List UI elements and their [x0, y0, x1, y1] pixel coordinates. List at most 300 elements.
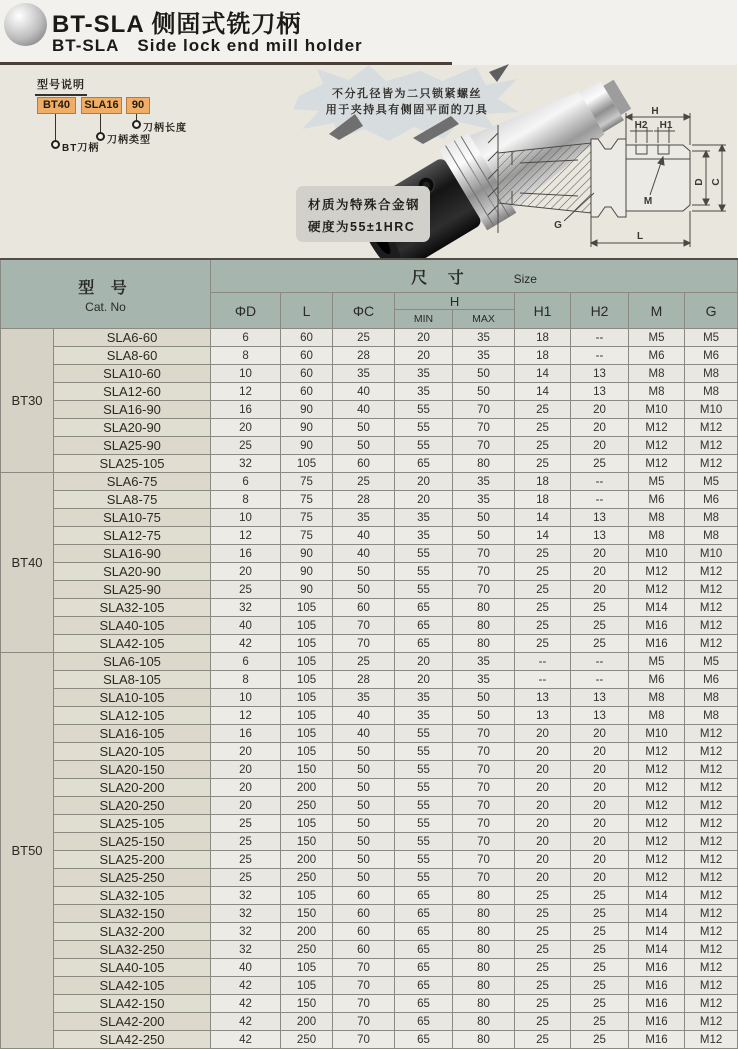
- value-cell: 20: [211, 761, 281, 779]
- value-cell: 8: [211, 347, 281, 365]
- value-cell: M12: [685, 419, 738, 437]
- value-cell: 65: [395, 455, 453, 473]
- value-cell: 55: [395, 419, 453, 437]
- value-cell: 80: [453, 599, 515, 617]
- model-cell: SLA20-105: [54, 743, 211, 761]
- callout-label-type: 刀柄类型: [107, 135, 151, 146]
- value-cell: 25: [571, 455, 629, 473]
- value-cell: 200: [281, 1013, 333, 1031]
- value-cell: 40: [333, 725, 395, 743]
- value-cell: 35: [333, 689, 395, 707]
- value-cell: 50: [333, 563, 395, 581]
- group-label-bt40: BT40: [1, 473, 54, 653]
- value-cell: 28: [333, 671, 395, 689]
- model-cell: SLA25-150: [54, 833, 211, 851]
- value-cell: 70: [453, 815, 515, 833]
- value-cell: 18: [515, 347, 571, 365]
- value-cell: 50: [333, 869, 395, 887]
- value-cell: 13: [571, 527, 629, 545]
- value-cell: 75: [281, 527, 333, 545]
- value-cell: M12: [685, 977, 738, 995]
- value-cell: M12: [629, 779, 685, 797]
- value-cell: 25: [211, 581, 281, 599]
- value-cell: 90: [281, 581, 333, 599]
- value-cell: M12: [685, 959, 738, 977]
- model-cell: SLA10-60: [54, 365, 211, 383]
- dim-label-l: L: [636, 231, 644, 242]
- value-cell: M12: [685, 599, 738, 617]
- value-cell: M12: [629, 833, 685, 851]
- value-cell: 65: [395, 923, 453, 941]
- value-cell: 32: [211, 887, 281, 905]
- value-cell: 25: [571, 995, 629, 1013]
- model-cell: SLA6-105: [54, 653, 211, 671]
- value-cell: M8: [629, 689, 685, 707]
- value-cell: M16: [629, 1031, 685, 1049]
- value-cell: 55: [395, 581, 453, 599]
- model-cell: SLA42-105: [54, 977, 211, 995]
- table-row: [1, 527, 738, 545]
- value-cell: M12: [685, 725, 738, 743]
- value-cell: 250: [281, 869, 333, 887]
- value-cell: 10: [211, 689, 281, 707]
- value-cell: 10: [211, 509, 281, 527]
- value-cell: 25: [515, 437, 571, 455]
- value-cell: 20: [515, 851, 571, 869]
- value-cell: 105: [281, 599, 333, 617]
- model-cell: SLA6-75: [54, 473, 211, 491]
- value-cell: M12: [685, 941, 738, 959]
- value-cell: 55: [395, 797, 453, 815]
- dim-label-h: H: [651, 106, 659, 117]
- value-cell: M12: [685, 833, 738, 851]
- value-cell: 150: [281, 833, 333, 851]
- table-row: [1, 473, 738, 491]
- value-cell: 40: [333, 401, 395, 419]
- value-cell: M12: [629, 743, 685, 761]
- value-cell: M12: [629, 455, 685, 473]
- model-cell: SLA20-200: [54, 779, 211, 797]
- value-cell: 75: [281, 491, 333, 509]
- value-cell: 13: [571, 383, 629, 401]
- value-cell: M16: [629, 617, 685, 635]
- value-cell: 50: [453, 527, 515, 545]
- value-cell: 14: [515, 509, 571, 527]
- value-cell: 20: [571, 851, 629, 869]
- model-cell: SLA42-250: [54, 1031, 211, 1049]
- model-cell: SLA10-75: [54, 509, 211, 527]
- value-cell: M6: [685, 491, 738, 509]
- value-cell: 12: [211, 383, 281, 401]
- col-header-l: L: [281, 293, 333, 329]
- value-cell: 80: [453, 977, 515, 995]
- value-cell: 25: [211, 851, 281, 869]
- value-cell: 20: [571, 761, 629, 779]
- value-cell: 65: [395, 599, 453, 617]
- value-cell: 105: [281, 671, 333, 689]
- value-cell: 25: [211, 869, 281, 887]
- value-cell: 250: [281, 941, 333, 959]
- model-cell: SLA8-60: [54, 347, 211, 365]
- value-cell: 25: [571, 617, 629, 635]
- value-cell: 105: [281, 707, 333, 725]
- value-cell: 90: [281, 545, 333, 563]
- value-cell: 25: [515, 1031, 571, 1049]
- value-cell: 200: [281, 779, 333, 797]
- value-cell: 105: [281, 455, 333, 473]
- value-cell: 35: [333, 509, 395, 527]
- value-cell: M12: [629, 563, 685, 581]
- value-cell: 20: [395, 671, 453, 689]
- value-cell: 40: [333, 383, 395, 401]
- value-cell: 25: [333, 473, 395, 491]
- value-cell: 50: [453, 365, 515, 383]
- table-row: [1, 923, 738, 941]
- value-cell: M12: [629, 581, 685, 599]
- value-cell: 80: [453, 923, 515, 941]
- col-header-h: H: [395, 293, 515, 310]
- dim-label-m: M: [643, 196, 653, 207]
- value-cell: M6: [685, 347, 738, 365]
- table-row: [1, 329, 738, 347]
- col-header-h1: H1: [515, 293, 571, 329]
- value-cell: 8: [211, 491, 281, 509]
- value-cell: 65: [395, 1013, 453, 1031]
- value-cell: M8: [685, 509, 738, 527]
- technical-drawing: [478, 103, 737, 260]
- material-note-line1: 材质为特殊合金钢: [308, 198, 421, 212]
- value-cell: 25: [211, 437, 281, 455]
- col-header-min: MIN: [395, 310, 453, 329]
- value-cell: M12: [685, 563, 738, 581]
- value-cell: 20: [571, 545, 629, 563]
- value-cell: 25: [571, 959, 629, 977]
- value-cell: 20: [571, 869, 629, 887]
- value-cell: M12: [685, 437, 738, 455]
- value-cell: M12: [685, 1031, 738, 1049]
- model-cell: SLA16-90: [54, 545, 211, 563]
- value-cell: 65: [395, 995, 453, 1013]
- value-cell: M8: [629, 707, 685, 725]
- value-cell: 55: [395, 779, 453, 797]
- value-cell: M14: [629, 923, 685, 941]
- value-cell: 50: [333, 797, 395, 815]
- value-cell: 25: [571, 977, 629, 995]
- value-cell: M10: [629, 545, 685, 563]
- value-cell: M8: [629, 509, 685, 527]
- model-cell: SLA32-150: [54, 905, 211, 923]
- value-cell: 80: [453, 887, 515, 905]
- callout-label-taper: BT刀柄: [62, 143, 100, 154]
- value-cell: M8: [629, 527, 685, 545]
- table-row: [1, 689, 738, 707]
- value-cell: --: [571, 473, 629, 491]
- value-cell: 55: [395, 545, 453, 563]
- value-cell: 55: [395, 401, 453, 419]
- col-header-g: G: [685, 293, 738, 329]
- value-cell: 20: [211, 743, 281, 761]
- value-cell: 14: [515, 365, 571, 383]
- value-cell: 25: [515, 419, 571, 437]
- value-cell: 25: [571, 941, 629, 959]
- table-row: [1, 779, 738, 797]
- model-cell: SLA40-105: [54, 617, 211, 635]
- value-cell: 32: [211, 941, 281, 959]
- value-cell: 35: [395, 707, 453, 725]
- value-cell: 70: [453, 725, 515, 743]
- value-cell: M12: [685, 581, 738, 599]
- value-cell: 20: [571, 815, 629, 833]
- value-cell: 25: [515, 905, 571, 923]
- value-cell: M12: [629, 419, 685, 437]
- value-cell: 50: [333, 437, 395, 455]
- value-cell: 20: [515, 725, 571, 743]
- model-cell: SLA6-60: [54, 329, 211, 347]
- value-cell: 80: [453, 905, 515, 923]
- table-row: [1, 887, 738, 905]
- value-cell: M16: [629, 995, 685, 1013]
- col-header-size-cn: 尺 寸: [411, 269, 472, 287]
- logo-sphere-icon: [4, 3, 47, 46]
- value-cell: 65: [395, 1031, 453, 1049]
- value-cell: M6: [629, 671, 685, 689]
- value-cell: 25: [515, 959, 571, 977]
- value-cell: 40: [333, 707, 395, 725]
- value-cell: 13: [571, 365, 629, 383]
- value-cell: 35: [395, 509, 453, 527]
- page-title-en-code: BT-SLA: [52, 36, 120, 55]
- table-row: [1, 995, 738, 1013]
- value-cell: 50: [453, 383, 515, 401]
- value-cell: 35: [453, 329, 515, 347]
- table-row: [1, 851, 738, 869]
- bullet-circle-icon: [132, 120, 141, 129]
- model-cell: SLA42-105: [54, 635, 211, 653]
- value-cell: 105: [281, 815, 333, 833]
- value-cell: M14: [629, 941, 685, 959]
- value-cell: 25: [333, 653, 395, 671]
- value-cell: 32: [211, 599, 281, 617]
- model-cell: SLA25-105: [54, 815, 211, 833]
- value-cell: 32: [211, 455, 281, 473]
- table-row: [1, 491, 738, 509]
- value-cell: 6: [211, 653, 281, 671]
- value-cell: 65: [395, 959, 453, 977]
- value-cell: 20: [515, 815, 571, 833]
- table-row: [1, 1013, 738, 1031]
- value-cell: 20: [571, 833, 629, 851]
- value-cell: 42: [211, 977, 281, 995]
- value-cell: 42: [211, 1031, 281, 1049]
- value-cell: M12: [685, 455, 738, 473]
- value-cell: 80: [453, 1013, 515, 1031]
- value-cell: M12: [685, 887, 738, 905]
- value-cell: M10: [685, 401, 738, 419]
- value-cell: 60: [333, 887, 395, 905]
- value-cell: 105: [281, 635, 333, 653]
- value-cell: 50: [333, 743, 395, 761]
- starburst-note-line1: 不分孔径皆为二只锁紧螺丝: [332, 88, 482, 100]
- table-row: [1, 707, 738, 725]
- value-cell: 150: [281, 995, 333, 1013]
- value-cell: M12: [685, 797, 738, 815]
- table-row: [1, 977, 738, 995]
- col-header-size: [211, 259, 738, 293]
- value-cell: M12: [685, 761, 738, 779]
- value-cell: M5: [685, 473, 738, 491]
- value-cell: M10: [685, 545, 738, 563]
- table-row: [1, 959, 738, 977]
- model-cell: SLA20-90: [54, 563, 211, 581]
- value-cell: 32: [211, 905, 281, 923]
- value-cell: M8: [685, 365, 738, 383]
- value-cell: M12: [629, 851, 685, 869]
- value-cell: M6: [685, 671, 738, 689]
- value-cell: 60: [333, 923, 395, 941]
- table-row: [1, 617, 738, 635]
- model-cell: SLA20-90: [54, 419, 211, 437]
- value-cell: 25: [571, 635, 629, 653]
- value-cell: --: [571, 653, 629, 671]
- value-cell: 13: [515, 707, 571, 725]
- value-cell: M12: [685, 815, 738, 833]
- value-cell: 105: [281, 977, 333, 995]
- value-cell: M5: [685, 329, 738, 347]
- value-cell: 105: [281, 725, 333, 743]
- value-cell: 60: [281, 383, 333, 401]
- value-cell: 105: [281, 959, 333, 977]
- material-note-box: [296, 186, 430, 242]
- value-cell: 13: [571, 707, 629, 725]
- value-cell: 70: [333, 995, 395, 1013]
- table-row: [1, 671, 738, 689]
- value-cell: 60: [281, 329, 333, 347]
- value-cell: 25: [515, 545, 571, 563]
- bullet-circle-icon: [51, 140, 60, 149]
- value-cell: 70: [453, 545, 515, 563]
- value-cell: 18: [515, 473, 571, 491]
- value-cell: 20: [515, 833, 571, 851]
- value-cell: 25: [571, 923, 629, 941]
- value-cell: 18: [515, 329, 571, 347]
- value-cell: 25: [571, 1013, 629, 1031]
- value-cell: 25: [515, 887, 571, 905]
- value-cell: 20: [211, 563, 281, 581]
- value-cell: 70: [453, 851, 515, 869]
- page-title-en-text: Side lock end mill holder: [137, 36, 363, 55]
- value-cell: 90: [281, 401, 333, 419]
- dim-label-g: G: [554, 220, 562, 231]
- value-cell: M8: [685, 527, 738, 545]
- value-cell: 35: [453, 653, 515, 671]
- value-cell: 80: [453, 1031, 515, 1049]
- table-row: [1, 635, 738, 653]
- value-cell: 250: [281, 1031, 333, 1049]
- value-cell: 13: [571, 689, 629, 707]
- table-row: [1, 653, 738, 671]
- table-body: [1, 329, 738, 1049]
- value-cell: 50: [333, 779, 395, 797]
- value-cell: 70: [333, 617, 395, 635]
- value-cell: M8: [685, 383, 738, 401]
- value-cell: 40: [333, 545, 395, 563]
- value-cell: 25: [515, 599, 571, 617]
- value-cell: 42: [211, 635, 281, 653]
- value-cell: M5: [629, 473, 685, 491]
- value-cell: 16: [211, 401, 281, 419]
- value-cell: 50: [333, 833, 395, 851]
- value-cell: M16: [629, 959, 685, 977]
- table-row: [1, 941, 738, 959]
- value-cell: 14: [515, 383, 571, 401]
- value-cell: 50: [333, 419, 395, 437]
- value-cell: 50: [453, 707, 515, 725]
- col-header-model-en: Cat. No: [85, 299, 126, 314]
- value-cell: 28: [333, 347, 395, 365]
- value-cell: 65: [395, 887, 453, 905]
- value-cell: 20: [571, 581, 629, 599]
- value-cell: 25: [211, 833, 281, 851]
- value-cell: 70: [453, 797, 515, 815]
- value-cell: 70: [453, 869, 515, 887]
- value-cell: 6: [211, 473, 281, 491]
- model-cell: SLA25-200: [54, 851, 211, 869]
- value-cell: 8: [211, 671, 281, 689]
- value-cell: 50: [333, 851, 395, 869]
- table-row: [1, 743, 738, 761]
- value-cell: 60: [333, 599, 395, 617]
- leader-line: [100, 114, 101, 134]
- value-cell: 12: [211, 527, 281, 545]
- value-cell: M16: [629, 977, 685, 995]
- value-cell: M16: [629, 635, 685, 653]
- value-cell: 105: [281, 887, 333, 905]
- model-cell: SLA12-60: [54, 383, 211, 401]
- model-cell: SLA25-105: [54, 455, 211, 473]
- value-cell: 90: [281, 563, 333, 581]
- value-cell: M8: [685, 707, 738, 725]
- value-cell: 80: [453, 617, 515, 635]
- value-cell: M6: [629, 491, 685, 509]
- model-cell: SLA40-105: [54, 959, 211, 977]
- callout-label-length: 刀柄长度: [143, 123, 187, 134]
- value-cell: M12: [685, 617, 738, 635]
- value-cell: --: [515, 653, 571, 671]
- value-cell: 14: [515, 527, 571, 545]
- value-cell: 20: [571, 401, 629, 419]
- value-cell: 25: [571, 1031, 629, 1049]
- value-cell: 20: [395, 347, 453, 365]
- value-cell: 150: [281, 905, 333, 923]
- value-cell: M12: [629, 797, 685, 815]
- dim-label-h1: H1: [659, 120, 673, 131]
- material-note-line2: 硬度为55±1HRC: [308, 220, 416, 234]
- value-cell: 13: [515, 689, 571, 707]
- value-cell: 32: [211, 923, 281, 941]
- table-row: [1, 545, 738, 563]
- table-row: [1, 509, 738, 527]
- value-cell: M12: [629, 815, 685, 833]
- value-cell: 55: [395, 437, 453, 455]
- value-cell: 60: [333, 455, 395, 473]
- value-cell: 65: [395, 905, 453, 923]
- value-cell: 105: [281, 653, 333, 671]
- value-cell: 40: [211, 617, 281, 635]
- value-cell: M8: [629, 383, 685, 401]
- value-cell: 55: [395, 761, 453, 779]
- value-cell: 55: [395, 815, 453, 833]
- value-cell: 20: [571, 743, 629, 761]
